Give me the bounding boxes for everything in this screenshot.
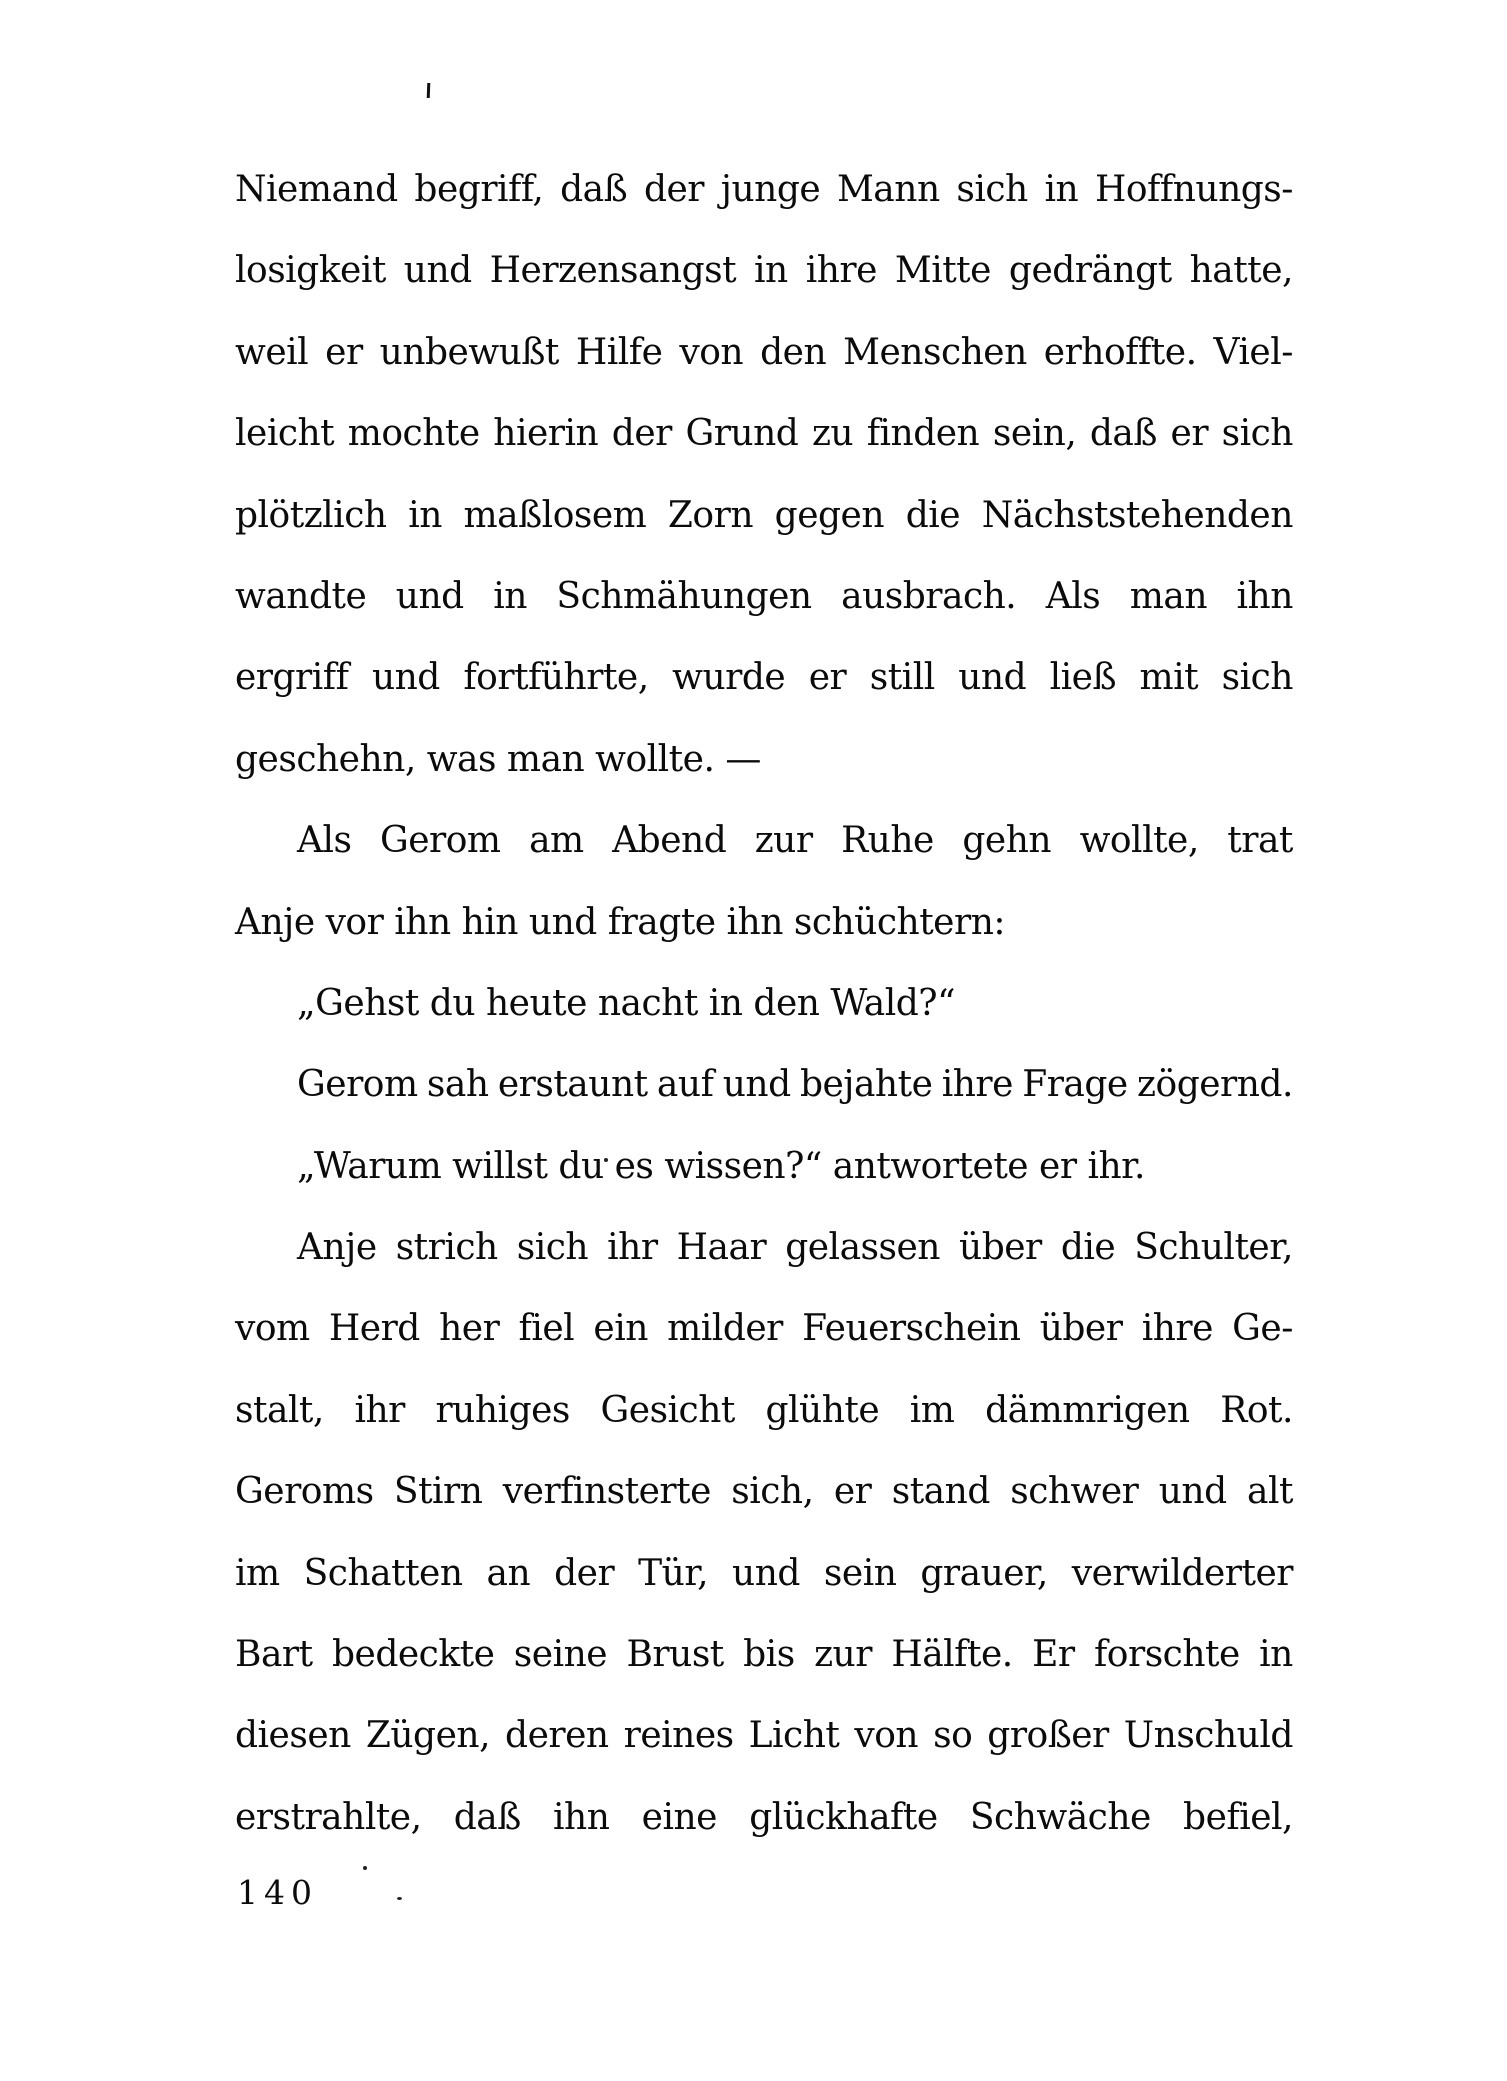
word: er bbox=[808, 657, 847, 699]
word: Brust bbox=[626, 1634, 724, 1676]
text-line bbox=[235, 800, 1293, 881]
text-line bbox=[235, 556, 1293, 637]
word: daß bbox=[560, 169, 628, 210]
word: fiel bbox=[518, 1308, 575, 1350]
scan-speck bbox=[363, 1866, 367, 1870]
word: mochte bbox=[347, 413, 480, 455]
word: Viel- bbox=[1213, 331, 1293, 373]
text-line bbox=[235, 1370, 1293, 1451]
word: sich bbox=[956, 169, 1028, 210]
word: still bbox=[869, 657, 935, 699]
word: Haar bbox=[676, 1227, 767, 1269]
text-line: „Gehst du heute nacht in den Wald?“ bbox=[297, 982, 955, 1024]
word: Gerom bbox=[297, 1064, 418, 1106]
word: glühte bbox=[765, 1389, 880, 1431]
word: reines bbox=[623, 1715, 734, 1757]
word: bis bbox=[743, 1634, 795, 1676]
word: Gesicht bbox=[600, 1389, 735, 1431]
word: gedrängt bbox=[1008, 250, 1172, 292]
word: ihr bbox=[354, 1389, 405, 1431]
word: und bbox=[732, 1552, 800, 1594]
word: sich bbox=[516, 1227, 589, 1269]
body-text bbox=[235, 149, 1293, 1858]
word: der bbox=[554, 1552, 615, 1594]
word: leicht bbox=[235, 413, 335, 455]
word: Frage bbox=[1022, 1064, 1128, 1106]
word: Bart bbox=[235, 1634, 313, 1676]
text-line bbox=[235, 1614, 1293, 1695]
word: ein bbox=[593, 1308, 648, 1350]
word: Licht bbox=[748, 1715, 840, 1757]
word: im bbox=[909, 1389, 955, 1431]
word: und bbox=[958, 657, 1027, 699]
word: Herd bbox=[328, 1308, 420, 1350]
word: man bbox=[1129, 575, 1208, 617]
word: milder bbox=[667, 1308, 783, 1350]
word: ihn bbox=[1236, 575, 1293, 617]
word: gehn bbox=[962, 820, 1052, 862]
word: Abend bbox=[612, 820, 727, 862]
word: hierin bbox=[493, 413, 599, 455]
text-line bbox=[235, 230, 1293, 311]
word: vom bbox=[235, 1308, 310, 1350]
word: Schwäche bbox=[969, 1796, 1151, 1838]
word: Nächststehenden bbox=[981, 494, 1293, 536]
word: stand bbox=[891, 1471, 990, 1513]
word: und bbox=[371, 657, 440, 699]
word: ließ bbox=[1049, 657, 1117, 699]
word: gegen bbox=[774, 494, 885, 536]
word: sah bbox=[426, 1064, 489, 1106]
word: wurde bbox=[672, 657, 786, 699]
word: Grund bbox=[685, 413, 799, 455]
word: und bbox=[403, 250, 472, 292]
word: begriff, bbox=[414, 169, 544, 210]
word: her bbox=[439, 1308, 500, 1350]
word: zu bbox=[811, 413, 854, 455]
word: daß bbox=[1089, 413, 1157, 455]
word: ausbrach. bbox=[841, 575, 1017, 617]
word: Schmähungen bbox=[556, 575, 812, 617]
word: an bbox=[486, 1552, 531, 1594]
word: in bbox=[754, 250, 788, 292]
scan-speck bbox=[397, 1897, 402, 1900]
word: den bbox=[760, 331, 827, 373]
word: Hilfe bbox=[575, 331, 663, 373]
word: finden bbox=[866, 413, 980, 455]
word: Tür, bbox=[638, 1552, 709, 1594]
word: wandte bbox=[235, 575, 367, 617]
word: alt bbox=[1246, 1471, 1293, 1513]
word: Geroms bbox=[235, 1471, 374, 1513]
word: in bbox=[408, 494, 442, 536]
word: Mitte bbox=[894, 250, 991, 292]
word: in bbox=[1259, 1634, 1293, 1676]
word: trat bbox=[1227, 820, 1293, 862]
word: Schulter, bbox=[1134, 1227, 1293, 1269]
text-line bbox=[235, 475, 1293, 556]
word: sein bbox=[823, 1552, 897, 1594]
word: mit bbox=[1139, 657, 1199, 699]
word: bejahte bbox=[799, 1064, 933, 1106]
word: stalt, bbox=[235, 1389, 324, 1431]
word: Hoffnungs- bbox=[1094, 169, 1293, 210]
word: Schatten bbox=[303, 1552, 463, 1594]
word: der bbox=[611, 413, 672, 455]
word: Zorn bbox=[667, 494, 754, 536]
word: Zügen, bbox=[365, 1715, 491, 1757]
word: Niemand bbox=[235, 169, 398, 210]
word: so bbox=[933, 1715, 973, 1757]
word: er bbox=[833, 1471, 872, 1513]
word: erstrahlte, bbox=[235, 1796, 422, 1838]
word: zur bbox=[814, 1634, 872, 1676]
word: maßlosem bbox=[463, 494, 647, 536]
word: Mann bbox=[836, 169, 940, 210]
text-line bbox=[235, 1044, 1293, 1125]
word: plötzlich bbox=[235, 494, 387, 536]
word: diesen bbox=[235, 1715, 351, 1757]
text-line bbox=[235, 149, 1293, 230]
word: befiel, bbox=[1183, 1796, 1293, 1838]
word: ihre bbox=[941, 1064, 1013, 1106]
word: Herzensangst bbox=[489, 250, 737, 292]
text-line bbox=[235, 1533, 1293, 1614]
word: Als bbox=[297, 820, 352, 862]
word: weil bbox=[235, 331, 309, 373]
word: grauer, bbox=[920, 1552, 1048, 1594]
text-line bbox=[235, 393, 1293, 474]
word: verwilderter bbox=[1071, 1552, 1293, 1594]
word: seine bbox=[513, 1634, 608, 1676]
text-line: Anje vor ihn hin und fragte ihn schüchtern: bbox=[235, 901, 1006, 943]
text-line bbox=[235, 312, 1293, 393]
word: erstaunt bbox=[497, 1064, 648, 1106]
word: ergriff bbox=[235, 657, 349, 699]
word: Unschuld bbox=[1123, 1715, 1293, 1757]
word: erhoffte. bbox=[1043, 331, 1197, 373]
word: ihre bbox=[805, 250, 877, 292]
word: und bbox=[1158, 1471, 1227, 1513]
word: losigkeit bbox=[235, 250, 386, 292]
word: großer bbox=[987, 1715, 1109, 1757]
word: wollte, bbox=[1079, 820, 1199, 862]
word: unbewußt bbox=[379, 331, 559, 373]
text-line bbox=[235, 637, 1293, 718]
word: er bbox=[1170, 413, 1209, 455]
word: ihn bbox=[553, 1796, 610, 1838]
word: forschte bbox=[1093, 1634, 1240, 1676]
word: ruhiges bbox=[435, 1389, 570, 1431]
word: schwer bbox=[1010, 1471, 1139, 1513]
word: über bbox=[1039, 1308, 1123, 1350]
scan-artifact-mark bbox=[427, 83, 431, 98]
word: Ruhe bbox=[841, 820, 934, 862]
word: verfinsterte bbox=[502, 1471, 711, 1513]
word: im bbox=[235, 1552, 280, 1594]
word: Ge- bbox=[1232, 1308, 1293, 1350]
word: von bbox=[854, 1715, 919, 1757]
text-line bbox=[235, 1207, 1293, 1288]
word: dämmrigen bbox=[985, 1389, 1190, 1431]
word: die bbox=[905, 494, 961, 536]
word: ihre bbox=[1141, 1308, 1213, 1350]
word: eine bbox=[641, 1796, 717, 1838]
text-line bbox=[235, 1288, 1293, 1369]
word: strich bbox=[395, 1227, 498, 1269]
word: die bbox=[1060, 1227, 1116, 1269]
word: zur bbox=[754, 820, 813, 862]
text-line: geschehn, was man wollte. — bbox=[235, 738, 761, 780]
word: bedeckte bbox=[331, 1634, 495, 1676]
page-number: 140 bbox=[237, 1873, 318, 1912]
word: glückhafte bbox=[749, 1796, 938, 1838]
word: er bbox=[325, 331, 363, 373]
word: deren bbox=[505, 1715, 609, 1757]
word: Feuerschein bbox=[802, 1308, 1021, 1350]
word: hatte, bbox=[1189, 250, 1293, 292]
word: sich bbox=[1221, 657, 1293, 699]
word: und bbox=[395, 575, 464, 617]
text-line: „Warum willst du es wissen?“ antwortete er ihr. bbox=[297, 1145, 1145, 1187]
word: Gerom bbox=[379, 820, 501, 862]
word: am bbox=[529, 820, 584, 862]
word: von bbox=[679, 331, 744, 373]
word: gelassen bbox=[785, 1227, 940, 1269]
word: sein, bbox=[992, 413, 1077, 455]
word: Als bbox=[1045, 575, 1101, 617]
word: ihr bbox=[607, 1227, 658, 1269]
text-line bbox=[235, 1451, 1293, 1532]
word: junge bbox=[720, 169, 821, 210]
word: auf bbox=[656, 1064, 714, 1106]
text-line bbox=[235, 1695, 1293, 1776]
word: sich bbox=[1221, 413, 1293, 455]
word: Er bbox=[1032, 1634, 1075, 1676]
word: Menschen bbox=[843, 331, 1027, 373]
word: über bbox=[959, 1227, 1042, 1269]
word: fortführte, bbox=[463, 657, 649, 699]
word: Rot. bbox=[1220, 1389, 1293, 1431]
word: Hälfte. bbox=[891, 1634, 1013, 1676]
word: der bbox=[643, 169, 705, 210]
word: Anje bbox=[297, 1227, 377, 1269]
word: daß bbox=[453, 1796, 521, 1838]
word: in bbox=[1044, 169, 1079, 210]
text-line bbox=[235, 1777, 1293, 1858]
word: in bbox=[493, 575, 527, 617]
word: Stirn bbox=[393, 1471, 483, 1513]
word: zögernd. bbox=[1137, 1064, 1293, 1106]
word: und bbox=[722, 1064, 791, 1106]
word: sich, bbox=[731, 1471, 814, 1513]
